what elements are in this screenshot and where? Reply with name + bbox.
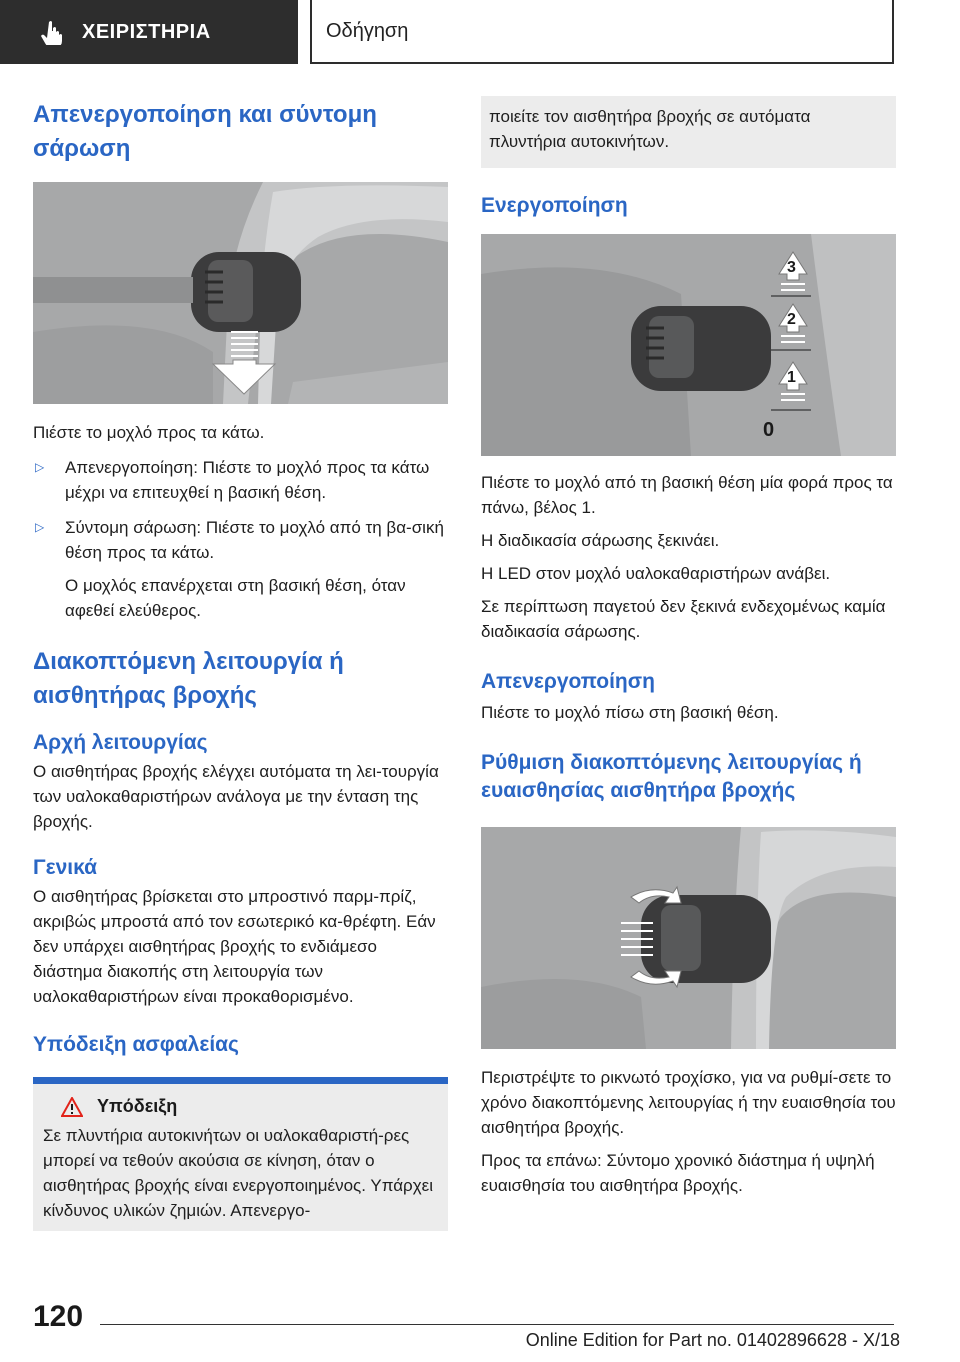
warning-triangle-icon	[61, 1097, 83, 1117]
footer-divider	[100, 1324, 894, 1325]
warning-text: Σε πλυντήρια αυτοκινήτων οι υαλοκαθαριστή-ρες μπορεί να τεθούν ακούσια σε κίνηση, όταν ο αισθητήρας βροχής είναι ενεργοποιημένος. Υπάρχει κίνδυνος υλικών ζημιών. Απενεργο-	[43, 1126, 433, 1220]
general-text: Ο αισθητήρας βρίσκεται στο μπροστινό παρμ-πρίζ, ακριβώς μπροστά από τον εσωτερικό κα-θρέφτη. Εάν δεν υπάρχει αισθητήρας βροχής το ενδιάμεσο διάστημα διακοπής στη λειτουργία των υαλοκαθαριστήρων είναι προκαθορισμένο.	[33, 887, 436, 1006]
position-label-0: 0	[763, 419, 775, 441]
activation-wipe-starts: Η διαδικασία σάρωσης ξεκινάει.	[481, 531, 720, 550]
arrow-label-1: 1	[787, 369, 796, 386]
chapter-tab[interactable]	[310, 0, 894, 64]
arrow-label-3: 3	[787, 259, 796, 276]
triangle-bullet-icon: ▷	[35, 520, 45, 534]
caption-lever-down: Πιέστε το μοχλό προς τα κάτω.	[33, 423, 265, 442]
subheading-safety-note: Υπόδειξη ασφαλείας	[33, 1033, 239, 1056]
deactivation-text: Πιέστε το μοχλό πίσω στη βασική θέση.	[481, 703, 779, 722]
bullet-continuation: Ο μοχλός επανέρχεται στη βασική θέση, όταν αφεθεί ελεύθερος.	[65, 576, 406, 620]
right-column	[481, 98, 896, 1198]
hand-pointer-icon	[40, 19, 66, 45]
activation-step-text: Πιέστε το μοχλό από τη βασική θέση μία φορά προς τα πάνω, βέλος 1.	[481, 473, 893, 517]
subheading-general: Γενικά	[33, 856, 98, 879]
heading-activation: Ενεργοποίηση	[481, 194, 628, 217]
page-header	[0, 0, 960, 66]
warning-box	[33, 1084, 448, 1231]
lever-up-illustration	[481, 234, 896, 456]
thumbwheel-up-text: Προς τα επάνω: Σύντομο χρονικό διάστημα ή υψηλή ευαισθησία του αισθητήρα βροχής.	[481, 1151, 875, 1195]
edition-note: Online Edition for Part no. 01402896628 - X/18	[525, 1330, 900, 1350]
warning-header	[43, 1096, 434, 1117]
heading-deactivation-brief-wipe: Απενεργοποίηση και σύντομη σάρωση	[33, 101, 377, 162]
arrow-label-2: 2	[787, 311, 796, 328]
warning-continuation-box	[481, 96, 896, 168]
left-column	[33, 98, 448, 1231]
activation-led-text: Η LED στον μοχλό υαλοκαθαριστήρων ανάβει.	[481, 564, 831, 583]
figure-lever-down	[33, 182, 448, 404]
figure-thumbwheel	[481, 827, 896, 1049]
lever-down-illustration	[33, 182, 448, 404]
heading-intermittent-rain-sensor: Διακοπτόμενη λειτουργία ή αισθητήρας βροχής	[33, 648, 344, 709]
chapter-label: Οδήγηση	[326, 19, 409, 42]
bullet-text: Σύντομη σάρωση: Πιέστε το μοχλό από τη βα-σική θέση προς τα κάτω.	[65, 518, 444, 562]
triangle-bullet-icon: ▷	[35, 460, 45, 474]
bullet-deactivation	[33, 455, 448, 505]
thumbwheel-text: Περιστρέψτε το ρικνωτό τροχίσκο, για να ρυθμί-σετε το χρόνο διακοπτόμενης λειτουργίας ή την ευαισθησία του αισθητήρα βροχής.	[481, 1068, 896, 1137]
warning-title: Υπόδειξη	[97, 1096, 178, 1116]
page-number: 120	[33, 1300, 84, 1333]
principle-text: Ο αισθητήρας βροχής ελέγχει αυτόματα τη λει-τουργία των υαλοκαθαριστήρων ανάλογα με την ένταση της βροχής.	[33, 762, 439, 831]
warning-top-bar	[33, 1077, 448, 1084]
figure-lever-up	[481, 234, 896, 456]
section-label: ΧΕΙΡΙΣΤΗΡΙΑ	[82, 20, 211, 43]
thumbwheel-illustration	[481, 827, 896, 1049]
warning-continuation-text: ποιείτε τον αισθητήρα βροχής σε αυτόματα πλυντήρια αυτοκινήτων.	[489, 107, 811, 151]
bullet-text: Απενεργοποίηση: Πιέστε το μοχλό προς τα κάτω μέχρι να επιτευχθεί η βασική θέση.	[65, 458, 430, 502]
heading-deactivation: Απενεργοποίηση	[481, 670, 655, 693]
bullet-brief-wipe	[33, 515, 448, 565]
heading-adjust-sensitivity: Ρύθμιση διακοπτόμενης λειτουργίας ή ευαισθησίας αισθητήρα βροχής	[481, 751, 862, 802]
activation-frost-text: Σε περίπτωση παγετού δεν ξεκινά ενδεχομένως καμία διαδικασία σάρωσης.	[481, 597, 886, 641]
section-tab[interactable]	[0, 0, 298, 64]
subheading-principle: Αρχή λειτουργίας	[33, 731, 208, 754]
